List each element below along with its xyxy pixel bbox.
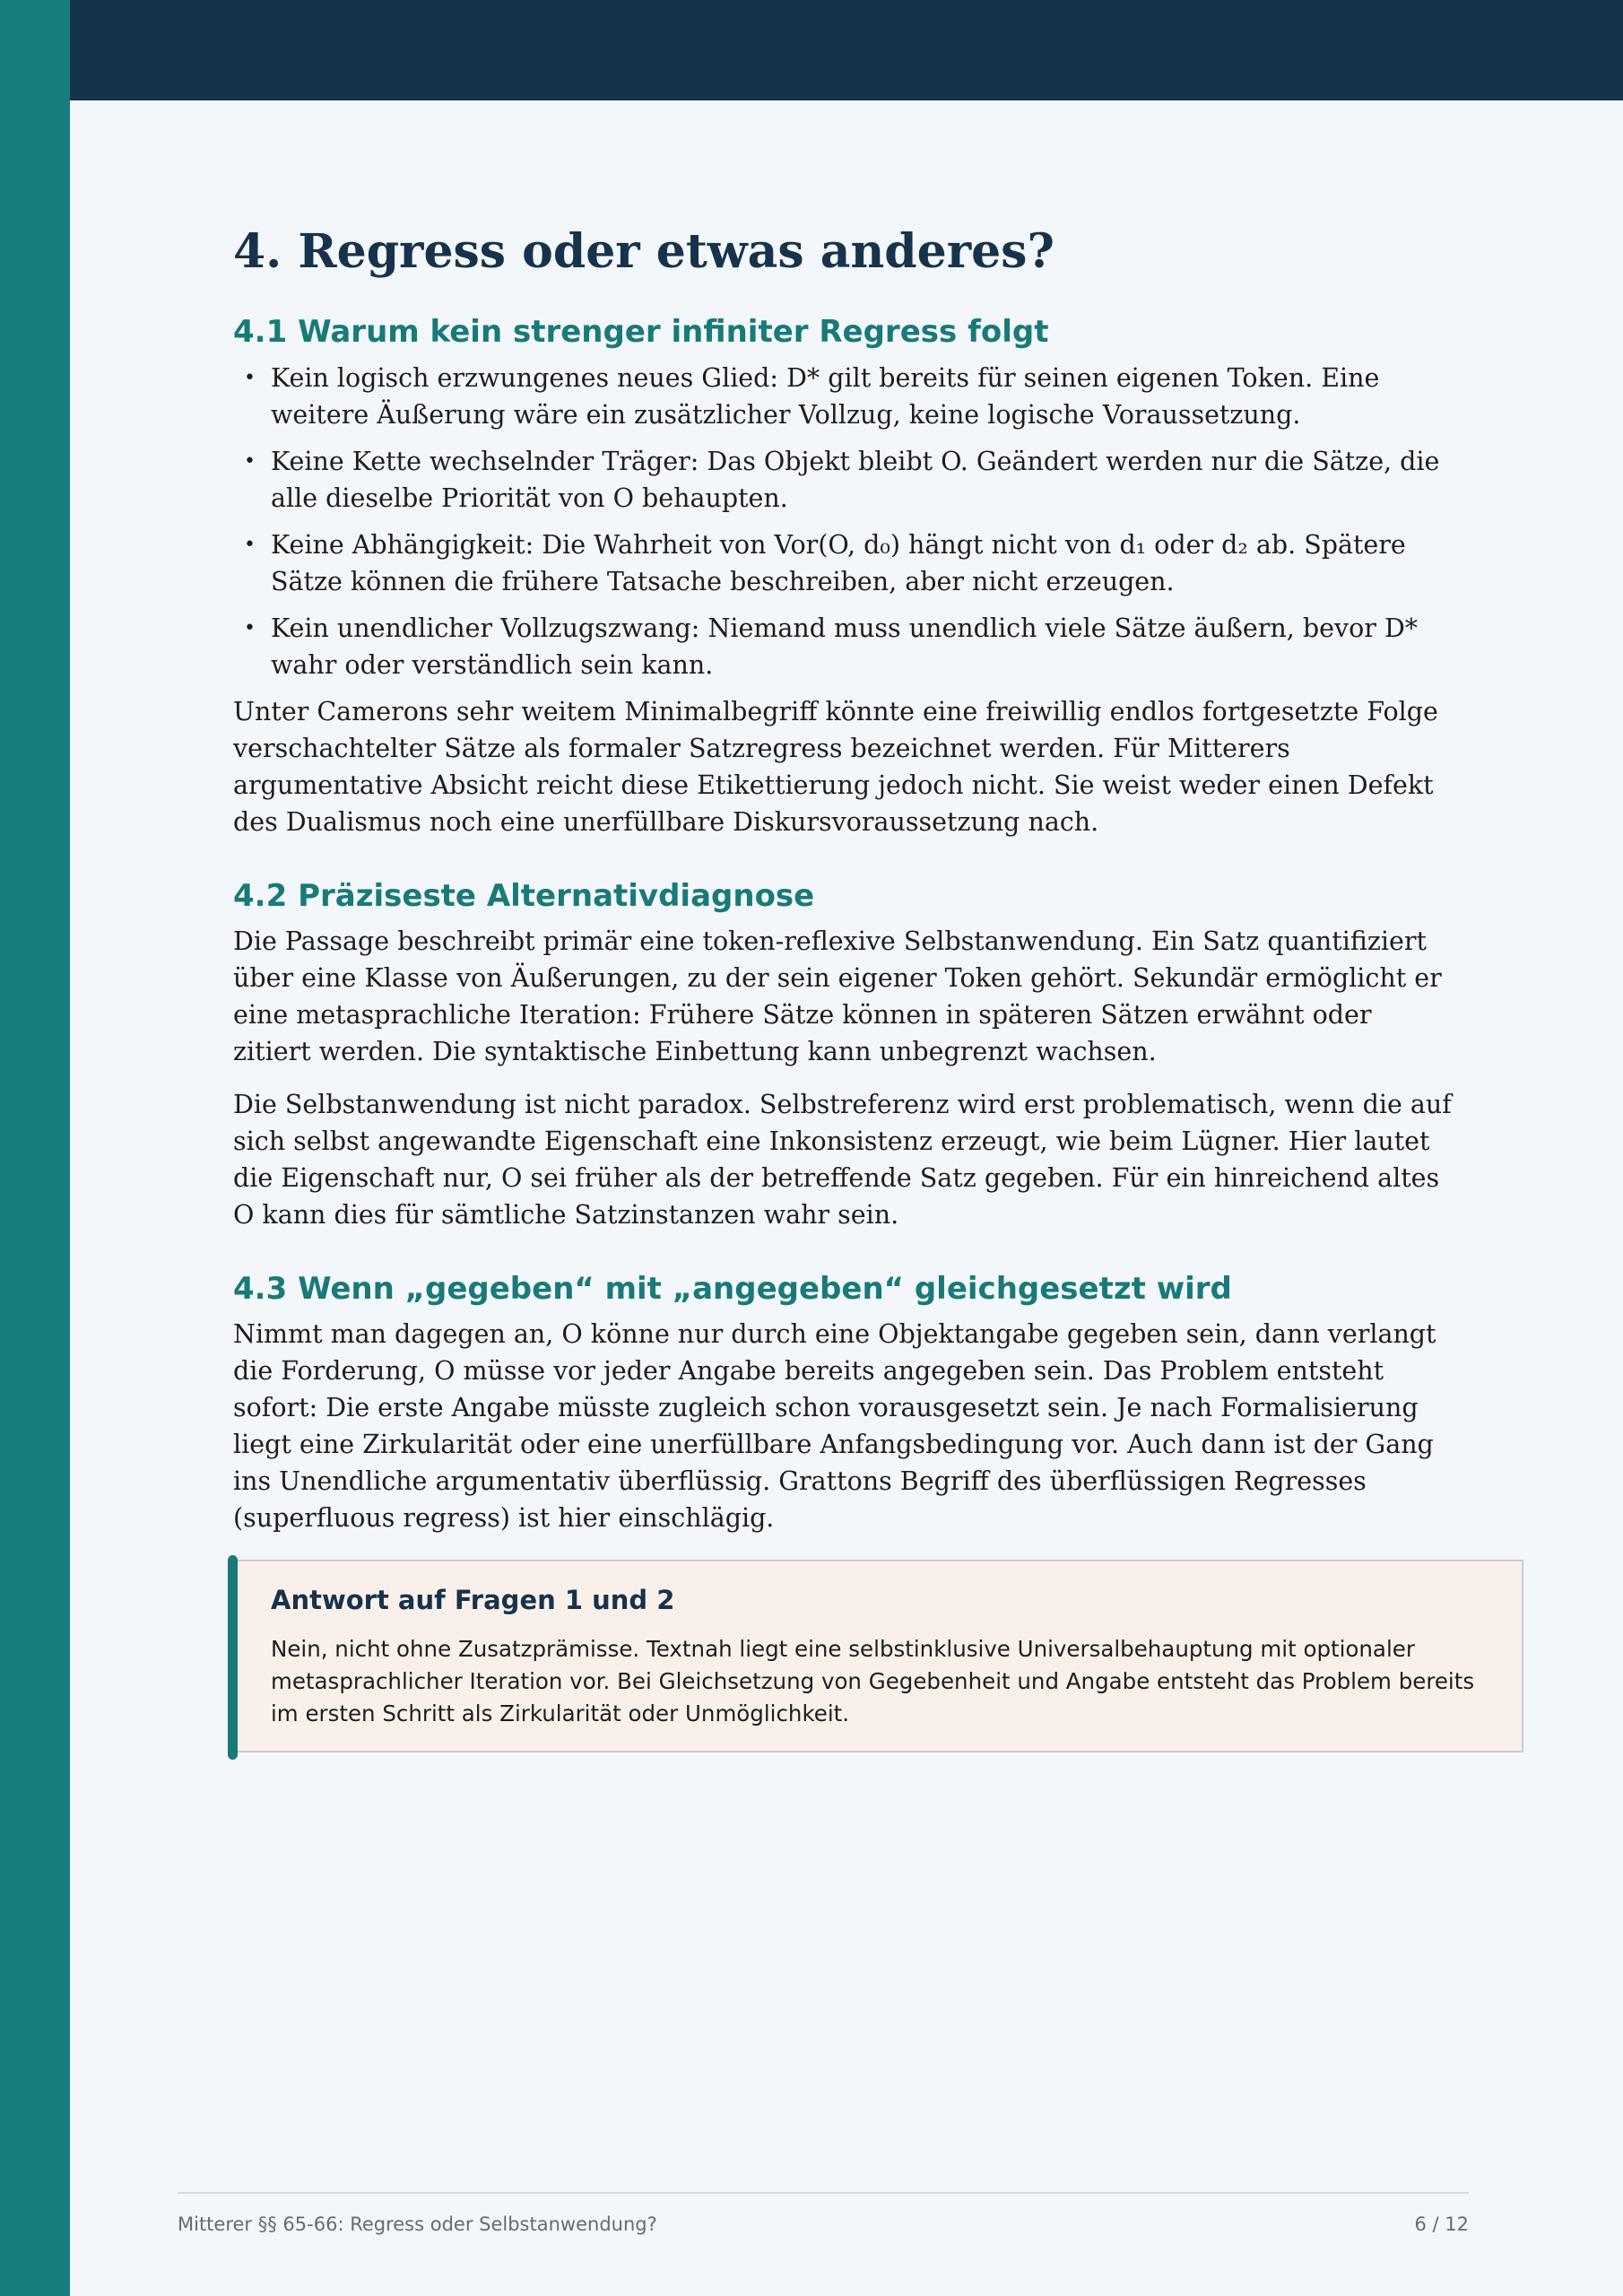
list-item-text: Keine Abhängigkeit: Die Wahrheit von Vor(O, d₀) hängt nicht von d₁ oder d₂ ab. Spätere Sätze können die frühere Tatsache beschreiben, aber nicht erzeugen. bbox=[271, 529, 1406, 596]
paragraph: Die Passage beschreibt primär eine token-reflexive Selbstanwendung. Ein Satz quantifiziert über eine Klasse von Äußerungen, zu der sein eigener Token gehört. Sekundär ermöglicht er eine metasprachliche Iteration: Frühere Sätze können in späteren Sätzen erwähnt oder zitiert werden. Die syntaktische Einbettung kann unbegrenzt wachsen. bbox=[233, 926, 1442, 1066]
list-item bbox=[233, 526, 1453, 600]
list-item-text: Kein unendlicher Vollzugszwang: Niemand muss unendlich viele Sätze äußern, bevor D* wahr oder verständlich sein kann. bbox=[271, 613, 1419, 680]
answer-accent-bar bbox=[228, 1555, 238, 1760]
answer-callout-box bbox=[229, 1560, 1523, 1752]
bullet-icon: • bbox=[244, 449, 256, 473]
list-item bbox=[233, 360, 1453, 433]
answer-title: Antwort auf Fragen 1 und 2 bbox=[271, 1585, 675, 1615]
page-content bbox=[233, 224, 1453, 1536]
left-accent-stripe bbox=[0, 0, 70, 2296]
paragraph: Die Selbstanwendung ist nicht paradox. Selbstreferenz wird erst problematisch, wenn die auf sich selbst angewandte Eigenschaft eine Inkonsistenz erzeugt, wie beim Lügner. Hier lautet die Eigenschaft nur, O sei früher als der betreffende Satz gegeben. Für ein hinreichend altes O kann dies für sämtliche Satzinstanzen wahr sein. bbox=[233, 1089, 1452, 1230]
paragraph: Unter Camerons sehr weitem Minimalbegriff könnte eine freiwillig endlos fortgesetzte Folge verschachtelter Sätze als formaler Satzregress bezeichnet werden. Für Mitterers argumentative Absicht reicht diese Etikettierung jedoch nicht. Sie weist weder einen Defekt des Dualismus noch eine unerfüllbare Diskursvoraussetzung nach. bbox=[233, 696, 1438, 837]
list-item bbox=[233, 443, 1453, 517]
subsection-heading-4-2: 4.2 Präziseste Alternativdiagnose bbox=[233, 877, 815, 914]
page-number: 6 / 12 bbox=[1414, 2213, 1469, 2235]
answer-text: Nein, nicht ohne Zusatzprämisse. Textnah liegt eine selbstinklusive Universalbehauptung mit optionaler metasprachlicher Iteration vor. Bei Gleichsetzung von Gegebenheit und Angabe entsteht das Problem bereits im ersten Schritt als Zirkularität oder Unmöglichkeit. bbox=[271, 1636, 1475, 1726]
bullet-icon: • bbox=[244, 366, 256, 389]
subsection-heading-4-1: 4.1 Warum kein strenger infiniter Regress folgt bbox=[233, 314, 1049, 351]
footer-title: Mitterer §§ 65-66: Regress oder Selbstanwendung? bbox=[178, 2213, 657, 2235]
section-title: 4. Regress oder etwas anderes? bbox=[233, 224, 1055, 279]
footer-divider bbox=[178, 2192, 1469, 2194]
bullet-list bbox=[233, 360, 1453, 683]
header-band bbox=[70, 0, 1623, 100]
list-item-text: Kein logisch erzwungenes neues Glied: D* gilt bereits für seinen eigenen Token. Eine weitere Äußerung wäre ein zusätzlicher Vollzug, keine logische Voraussetzung. bbox=[271, 362, 1380, 430]
paragraph: Nimmt man dagegen an, O könne nur durch eine Objektangabe gegeben sein, dann verlangt die Forderung, O müsse vor jeder Angabe bereits angegeben sein. Das Problem entsteht sofort: Die erste Angabe müsste zugleich schon vorausgesetzt sein. Je nach Formalisierung liegt eine Zirkularität oder eine unerfüllbare Anfangsbedingung vor. Auch dann ist der Gang ins Unendliche argumentativ überflüssig. Grattons Begriff des überflüssigen Regresses (superfluous regress) ist hier einschlägig. bbox=[233, 1318, 1436, 1533]
bullet-icon: • bbox=[244, 533, 256, 556]
list-item-text: Keine Kette wechselnder Träger: Das Objekt bleibt O. Geändert werden nur die Sätze, die alle dieselbe Priorität von O behaupten. bbox=[271, 446, 1440, 513]
bullet-icon: • bbox=[244, 616, 256, 639]
list-item bbox=[233, 610, 1453, 683]
subsection-heading-4-3: 4.3 Wenn „gegeben“ mit „angegeben“ gleichgesetzt wird bbox=[233, 1270, 1232, 1307]
